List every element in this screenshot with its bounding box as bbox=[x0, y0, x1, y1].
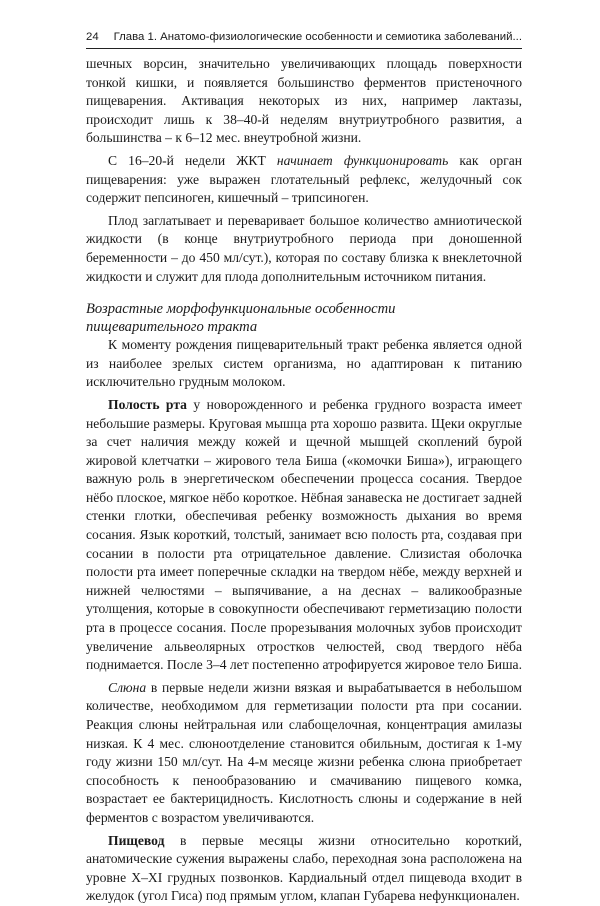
emphasis-text: начинает функционировать bbox=[276, 152, 449, 168]
paragraph-text: Плод заглатывает и переваривает большое количество амниотической жидкости (в конце внутриутробного периода при доношенной беременности – до 450 мл/сут.), которая по составу близка к внеклеточной жидкости и служит для плода дополнительным источником питания. bbox=[86, 212, 522, 284]
paragraph-continuation bbox=[86, 55, 522, 148]
book-page bbox=[86, 30, 522, 906]
paragraph-digestive-tract bbox=[86, 336, 522, 392]
section-heading-line2: пищеварительного тракта bbox=[86, 319, 258, 336]
section-heading-line1: Возрастные морфофункциональные особенности bbox=[86, 301, 396, 318]
term-esophagus: Пищевод bbox=[108, 832, 165, 848]
term-saliva: Слюна bbox=[108, 679, 147, 695]
page-number: 24 bbox=[86, 31, 99, 43]
paragraph-saliva bbox=[86, 679, 522, 828]
section-heading bbox=[86, 300, 522, 336]
paragraph-text-end: как орган пищеварения: уже выражен глотательный рефлекс, желудочный сок содержит пепсиноген, кишечный – трипсиноген. bbox=[86, 152, 522, 206]
paragraph-amniotic-fluid bbox=[86, 212, 522, 286]
paragraph-text: в первые месяцы жизни относительно короткий, анатомические сужения выражены слабо, переходная зона расположена на уровне X–XI грудных позвонков. Кардиальный отдел пищевода входит в желудок (угол Гиса) под прямым углом, клапан Губарева нефункционален. bbox=[86, 832, 522, 904]
chapter-title: Глава 1. Анатомо-физиологические особенности и семиотика заболеваний... bbox=[113, 31, 522, 43]
paragraph-text: К моменту рождения пищеварительный тракт ребенка является одной из наиболее зрелых систем организма, но адаптирован к питанию исключительно грудным молоком. bbox=[86, 337, 522, 390]
paragraph-gkt-function bbox=[86, 152, 522, 208]
running-header bbox=[86, 30, 522, 49]
term-oral-cavity: Полость рта bbox=[108, 396, 187, 412]
paragraph-text: у новорожденного и ребенка грудного возраста имеет небольшие размеры. Круговая мышца рта хорошо развита. Щеки округлые за счет наличия между кожей и щечной мышцей скоплений бурой жировой клетчатки – жирового тела Биша («комочки Биша»), играющего важную роль в энергетическом обеспечении процесса сосания. Твердое нёбо плоское, мягкое нёбо короткое. Нёбная занавеска не достигает задней стенки глотки, обеспечивая ребенку возможность дыхания во время сосания. Язык короткий, толстый, занимает всю полость рта, создавая при сосании в полости рта отрицательное давление. Слизистая оболочка полости рта имеет поперечные складки на твердом нёбе, между верхней и нижней челюстями – выпячивание, а на деснах – валикообразные утолщения, которые в совокупности обеспечивают герметизацию полости рта в процессе сосания. После прорезывания молочных зубов происходит увеличение альвеолярных отростков челюстей, свод твердого нёба поднимается. После 3–4 лет постепенно атрофируется жировое тело Биша. bbox=[86, 396, 522, 673]
paragraph-text: в первые недели жизни вязкая и вырабатывается в небольшом количестве, необходимом для герметизации полости рта при сосании. Реакция слюны нейтральная или слабощелочная, концентрация амилазы низкая. К 4 мес. слюноотделение становится обильным, достигая к 1-му году жизни 150 мл/сут. На 4-м месяце жизни ребенка слюна приобретает способность к пенообразованию и смачиванию пищевого комка, возрастает ее бактерицидность. Кислотность слюны и содержание в ней ферментов с возрастом увеличиваются. bbox=[86, 679, 522, 825]
paragraph-oral-cavity bbox=[86, 396, 522, 675]
paragraph-esophagus bbox=[86, 832, 522, 906]
paragraph-text-start: С 16–20-й недели ЖКТ bbox=[108, 152, 277, 168]
paragraph-text: шечных ворсин, значительно увеличивающих площадь поверхности тонкой кишки, и появляется большинство ферментов пристеночного пищеварения. Активация некоторых из них, например лактазы, происходит лишь к 38–40-й неделям внутриутробного развития, а большинства – к 6–12 мес. внеутробной жизни. bbox=[86, 56, 522, 146]
